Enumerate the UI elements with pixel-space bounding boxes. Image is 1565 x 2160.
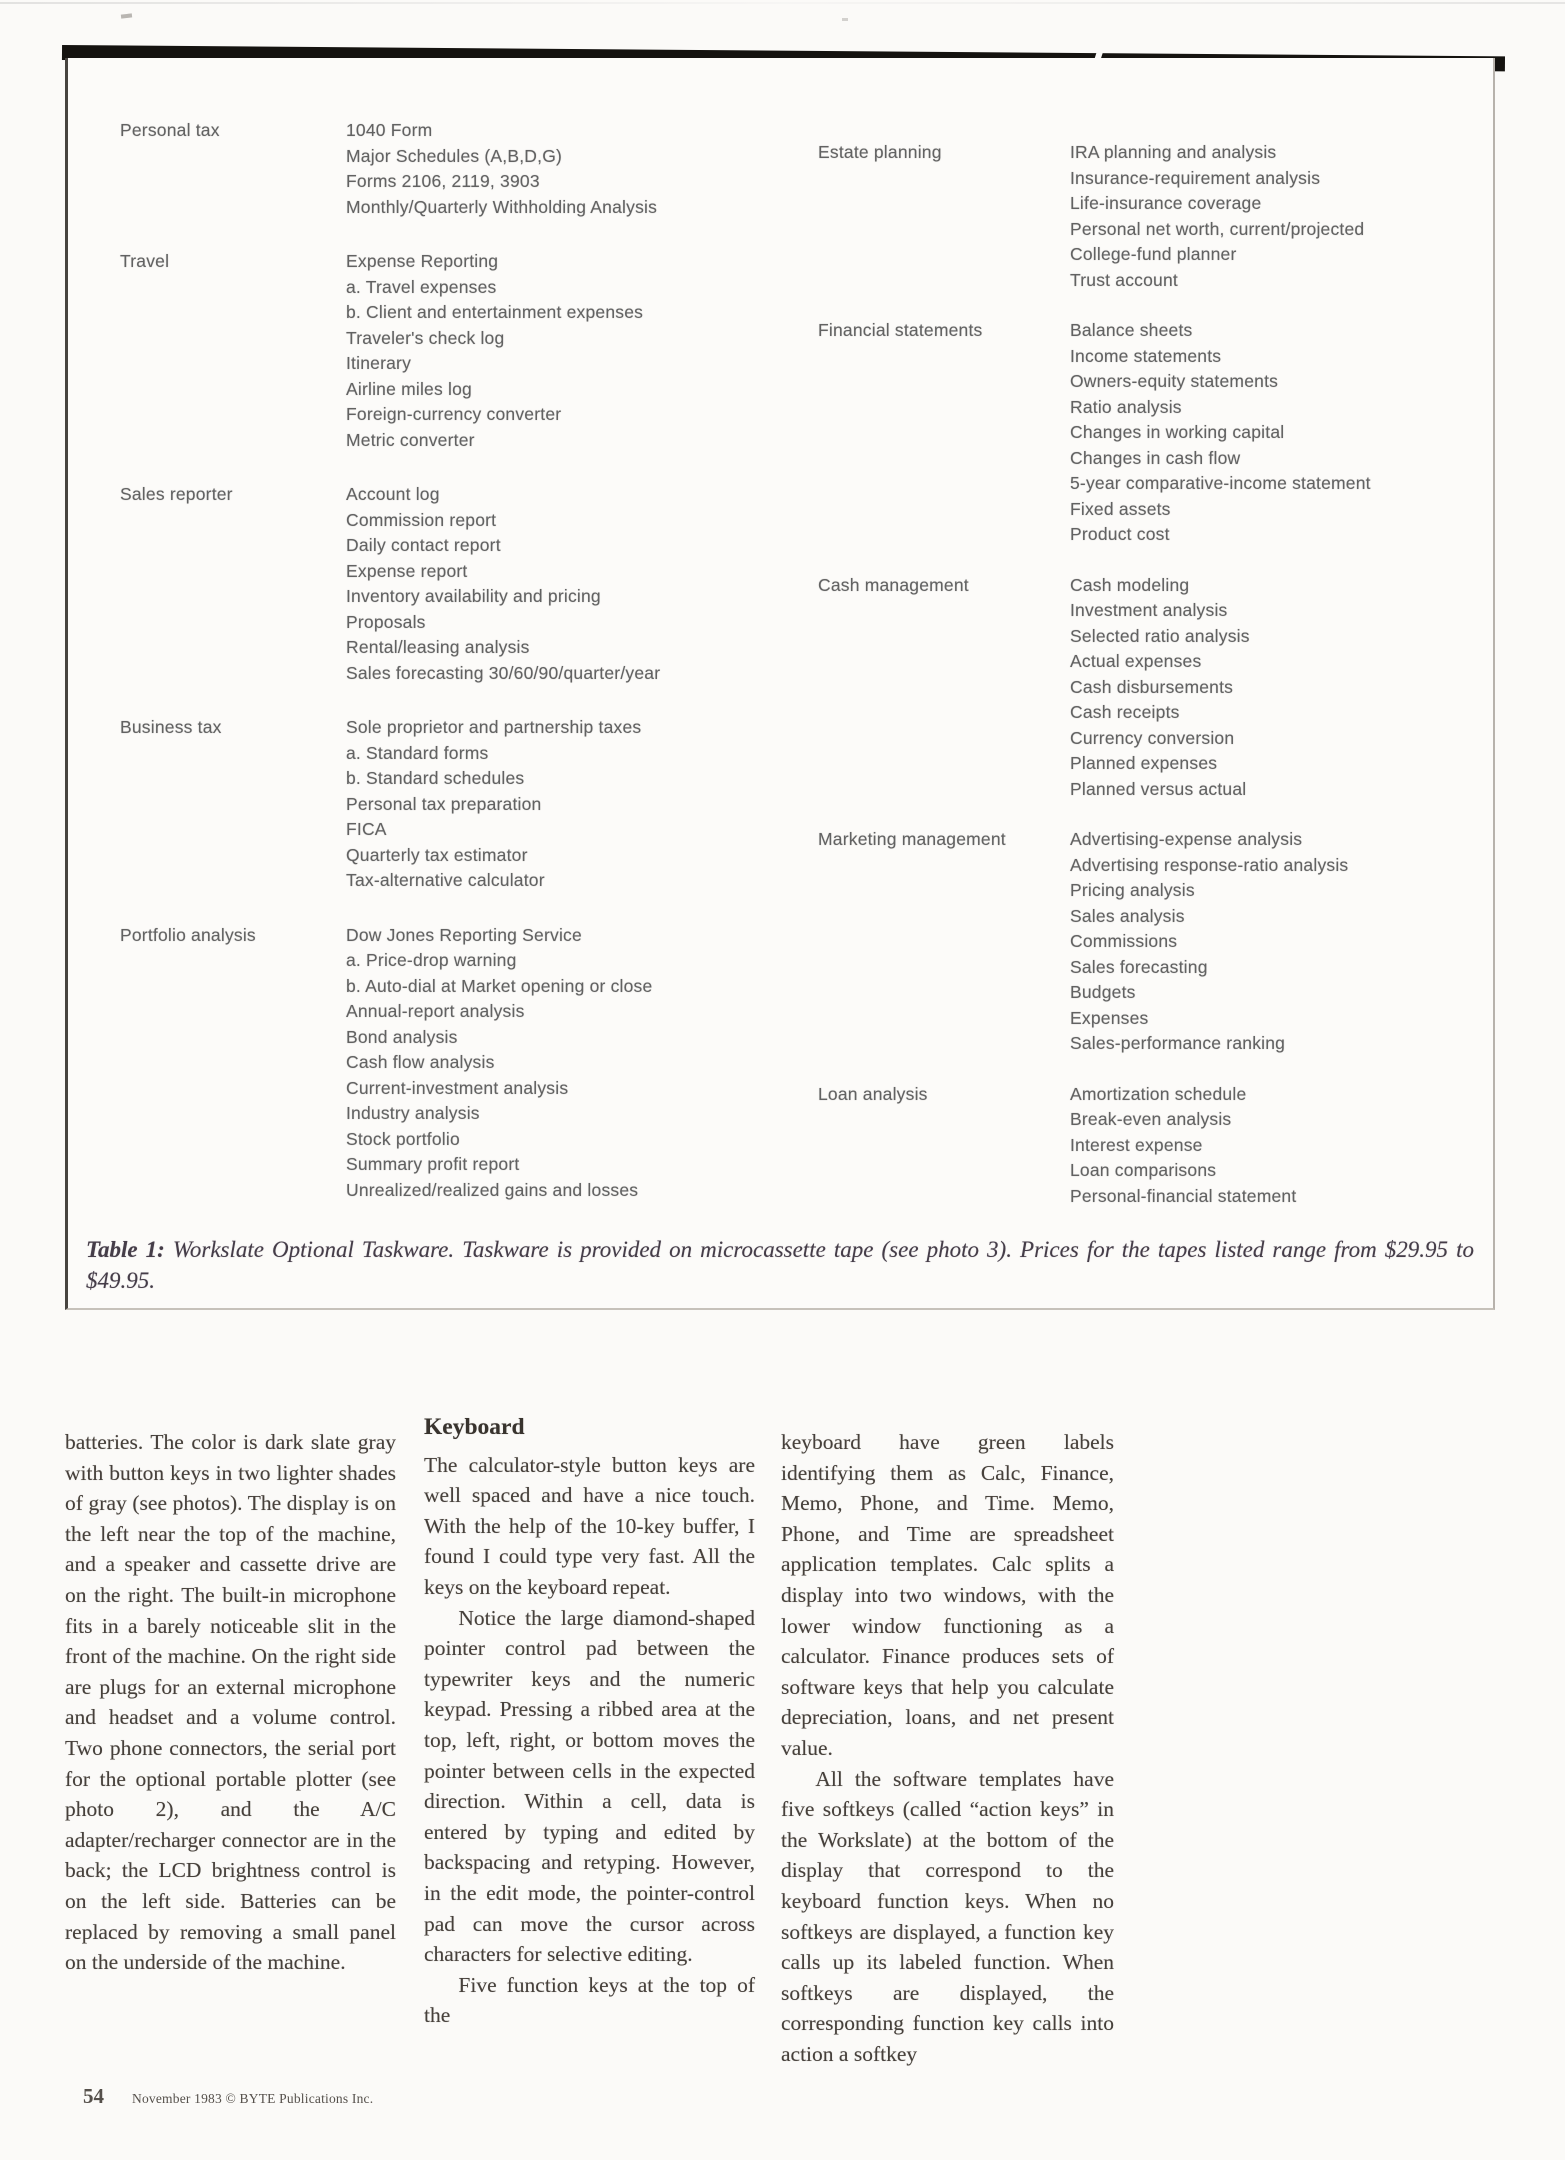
taskware-item: Bond analysis: [346, 1026, 458, 1047]
body-paragraph: Notice the large diamond-shaped pointer control pad between the typewriter keys and the numeric keypad. Pressing a ribbed area at the top, left, right, or bottom moves the pointer between cells in the expected direction. Within a cell, data is entered by typing and edited by backspacing and retyping. However, in the edit mode, the pointer-control pad can move the cursor across characters for selective editing.: [424, 1605, 755, 1967]
taskware-item: Changes in working capital: [1070, 422, 1285, 442]
taskware-item: Unrealized/realized gains and losses: [346, 1179, 639, 1200]
taskware-section: [818, 318, 1490, 548]
taskware-item: Rental/leasing analysis: [346, 637, 530, 657]
page-footer: [83, 2084, 373, 2109]
taskware-item-list: [346, 118, 865, 220]
taskware-item: College-fund planner: [1070, 244, 1237, 264]
taskware-category-label: Loan analysis: [818, 1083, 928, 1104]
taskware-item: FICA: [346, 819, 387, 839]
taskware-category-label: Sales reporter: [120, 484, 233, 504]
taskware-item: Sales-performance ranking: [1070, 1033, 1286, 1053]
taskware-section: [818, 573, 1490, 803]
taskware-item: b. Standard schedules: [346, 768, 525, 788]
taskware-item: Annual-report analysis: [346, 1001, 525, 1021]
taskware-item-list: [346, 715, 865, 894]
publication-credit: November 1983 © BYTE Publications Inc.: [132, 2091, 374, 2106]
taskware-item: Proposals: [346, 611, 426, 632]
taskware-category-label: Financial statements: [818, 320, 983, 340]
taskware-item: Cash modeling: [1070, 574, 1190, 595]
taskware-item: Daily contact report: [346, 535, 501, 555]
taskware-item: Major Schedules (A,B,D,G): [346, 145, 563, 166]
taskware-item: Current-investment analysis: [346, 1077, 569, 1098]
body-paragraph: Five function keys at the top of the: [424, 1972, 755, 2028]
taskware-item: Personal-financial statement: [1070, 1185, 1297, 1206]
taskware-item: Summary profit report: [346, 1154, 520, 1174]
taskware-item: Stock portfolio: [346, 1128, 460, 1149]
taskware-section: [818, 827, 1490, 1057]
taskware-category-label: Cash management: [818, 574, 969, 595]
taskware-section: [120, 249, 865, 453]
taskware-item: Planned expenses: [1070, 753, 1218, 773]
taskware-category-label: Personal tax: [120, 120, 220, 140]
taskware-section: [120, 715, 865, 894]
taskware-item: Cash receipts: [1070, 702, 1180, 722]
taskware-item: Amortization schedule: [1070, 1083, 1247, 1104]
taskware-item: Investment analysis: [1070, 600, 1228, 620]
taskware-item: Actual expenses: [1070, 651, 1202, 671]
taskware-category-label: Business tax: [120, 717, 222, 737]
body-paragraph: All the software templates have five softkeys (called “action keys” in the Workslate) at the bottom of the display that correspond to the keyboard function keys. When no softkeys are displayed, a function key calls up its labeled function. When softkeys are displayed, the corresponding function key calls into action a softkey: [781, 1766, 1114, 2066]
taskware-item: Airline miles log: [346, 378, 472, 399]
taskware-item: Advertising response-ratio analysis: [1070, 854, 1349, 875]
page-number: 54: [83, 2084, 104, 2108]
body-column-2: [424, 1412, 755, 2031]
taskware-item: Itinerary: [346, 353, 412, 373]
body-column-3: [781, 1427, 1114, 2069]
taskware-table-right-columns: [818, 140, 1490, 1209]
taskware-item: Sole proprietor and partnership taxes: [346, 717, 642, 737]
taskware-category-label: Estate planning: [818, 142, 942, 162]
taskware-item: a. Price-drop warning: [346, 950, 517, 970]
body-paragraph: The calculator-style button keys are well spaced and have a nice touch. With the help of the 10-key buffer, I found I could type very fast. All the keys on the keyboard repeat.: [424, 1452, 755, 1599]
taskware-item: Planned versus actual: [1070, 778, 1247, 799]
taskware-item: Product cost: [1070, 524, 1170, 544]
taskware-item: a. Travel expenses: [346, 276, 497, 297]
taskware-category-label: Travel: [120, 251, 170, 271]
taskware-item: Selected ratio analysis: [1070, 625, 1250, 646]
table-caption-label: Table 1:: [86, 1237, 165, 1262]
body-column-2-paragraphs: [424, 1450, 755, 2031]
taskware-item: Account log: [346, 484, 440, 504]
taskware-item-list: [346, 482, 865, 686]
taskware-item: Personal net worth, current/projected: [1070, 218, 1365, 239]
taskware-item: Advertising-expense analysis: [1070, 829, 1303, 849]
taskware-section: [120, 118, 865, 220]
taskware-item-list: [1070, 140, 1490, 293]
taskware-item: 1040 Form: [346, 120, 433, 140]
taskware-item: Break-even analysis: [1070, 1109, 1232, 1129]
taskware-item: IRA planning and analysis: [1070, 142, 1277, 162]
taskware-item: Dow Jones Reporting Service: [346, 924, 582, 945]
taskware-item: Changes in cash flow: [1070, 447, 1241, 468]
taskware-item: Interest expense: [1070, 1134, 1203, 1155]
taskware-item: Trust account: [1070, 269, 1178, 290]
taskware-table-left-columns: [120, 118, 865, 1203]
taskware-item: Loan comparisons: [1070, 1160, 1217, 1180]
taskware-item: Industry analysis: [346, 1103, 480, 1123]
taskware-section: [818, 1082, 1490, 1210]
taskware-item-list: [1070, 318, 1490, 548]
taskware-item: Cash flow analysis: [346, 1052, 495, 1072]
taskware-section: [120, 482, 865, 686]
taskware-item: Balance sheets: [1070, 320, 1193, 340]
taskware-category-label: Marketing management: [818, 829, 1006, 849]
taskware-item: Tax-alternative calculator: [346, 870, 545, 890]
taskware-item-list: [1070, 573, 1490, 803]
taskware-item: Owners-equity statements: [1070, 371, 1279, 391]
taskware-item: Life-insurance coverage: [1070, 193, 1262, 213]
taskware-item: Forms 2106, 2119, 3903: [346, 171, 540, 191]
taskware-item: Personal tax preparation: [346, 793, 542, 814]
taskware-item: Income statements: [1070, 345, 1222, 366]
taskware-item: a. Standard forms: [346, 742, 489, 763]
taskware-item: Currency conversion: [1070, 727, 1235, 748]
taskware-item: Budgets: [1070, 982, 1136, 1002]
taskware-section: [818, 140, 1490, 293]
taskware-item: 5-year comparative-income statement: [1070, 473, 1371, 493]
taskware-category-label: Portfolio analysis: [120, 924, 256, 945]
table-caption-text: Workslate Optional Taskware. Taskware is provided on microcassette tape (see photo 3). Prices for the tapes listed range from $29.95 to $49.95.: [86, 1237, 1475, 1293]
taskware-item: Quarterly tax estimator: [346, 844, 528, 865]
taskware-item: Inventory availability and pricing: [346, 586, 601, 606]
taskware-item: Commission report: [346, 509, 497, 530]
taskware-item-list: [1070, 827, 1490, 1057]
taskware-item: Commissions: [1070, 931, 1178, 951]
taskware-item: b. Auto-dial at Market opening or close: [346, 975, 653, 996]
body-column-1: [65, 1427, 396, 1978]
taskware-item: Cash disbursements: [1070, 676, 1234, 697]
taskware-item: Insurance-requirement analysis: [1070, 167, 1321, 188]
taskware-item: Fixed assets: [1070, 498, 1171, 519]
taskware-table: [65, 58, 1495, 1310]
taskware-item: Sales analysis: [1070, 905, 1185, 926]
taskware-item: Monthly/Quarterly Withholding Analysis: [346, 196, 658, 217]
body-paragraph: batteries. The color is dark slate gray with button keys in two lighter shades of gray (see photos). The display is on the left near the top of the machine, and a speaker and cassette drive are on the right. The built-in microphone fits in a barely noticeable slit in the front of the machine. On the right side are plugs for an external microphone and headset and a volume control. Two phone connectors, the serial port for the optional portable plotter (see photo 2), and the A/C adapter/recharger connector are in the back; the LCD brightness control is on the left side. Batteries can be replaced by removing a small panel on the underside of the machine.: [65, 1430, 396, 1975]
table-caption: [86, 1234, 1474, 1296]
taskware-item: Foreign-currency converter: [346, 404, 562, 424]
taskware-item: Metric converter: [346, 429, 475, 450]
taskware-item: Pricing analysis: [1070, 880, 1195, 900]
taskware-item-list: [346, 249, 865, 453]
scan-streak: [0, 2, 1565, 4]
taskware-item-list: [346, 923, 865, 1204]
body-paragraph: keyboard have green labels identifying them as Calc, Finance, Memo, Phone, and Time. Memo, Phone, and Time are spreadsheet application templates. Calc splits a display into two windows, with the lower window functioning as a calculator. Finance produces sets of software keys that help you calculate depreciation, loans, and net present value.: [781, 1430, 1114, 1760]
taskware-item: Ratio analysis: [1070, 396, 1182, 417]
taskware-item: Expenses: [1070, 1007, 1149, 1028]
keyboard-section-heading: Keyboard: [424, 1414, 525, 1440]
taskware-section: [120, 923, 865, 1204]
taskware-item-list: [1070, 1082, 1490, 1210]
taskware-item: Sales forecasting: [1070, 956, 1208, 977]
taskware-item: Sales forecasting 30/60/90/quarter/year: [346, 662, 661, 683]
taskware-item: b. Client and entertainment expenses: [346, 302, 644, 322]
scan-artifact: [842, 18, 848, 21]
scan-artifact: [121, 13, 132, 18]
taskware-item: Expense report: [346, 560, 468, 581]
taskware-item: Expense Reporting: [346, 251, 499, 271]
taskware-item: Traveler's check log: [346, 327, 505, 348]
